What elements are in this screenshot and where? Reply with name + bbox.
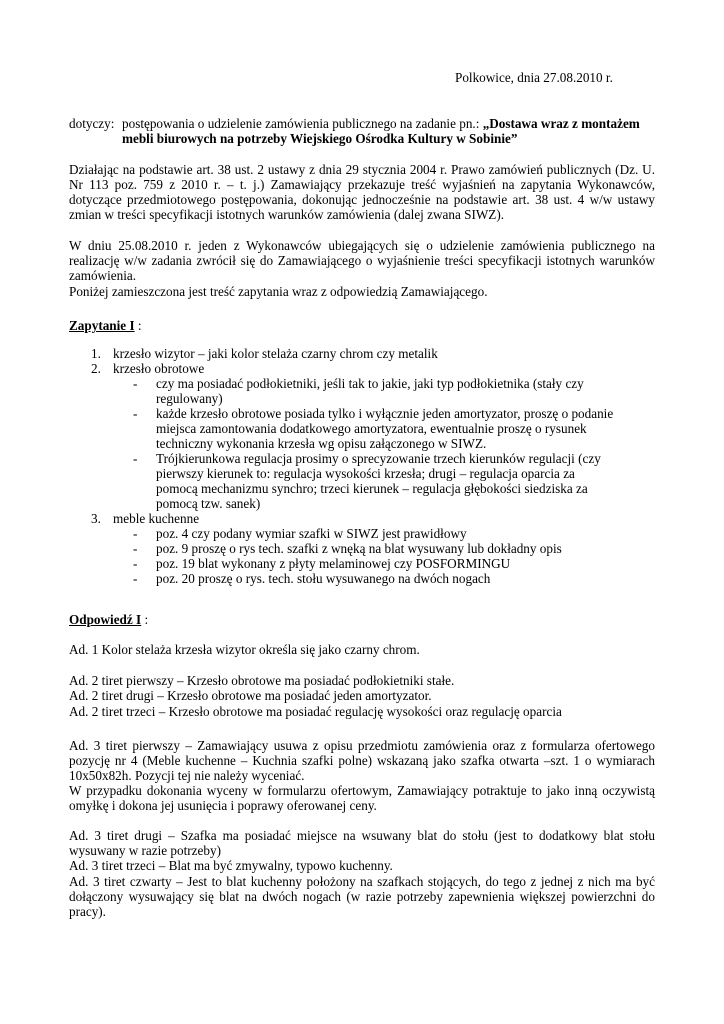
answer-ad3-3: Ad. 3 tiret trzeci – Blat ma być zmywalny, typowo kuchenny. — [69, 858, 393, 873]
question-item-1 — [69, 346, 655, 361]
intro-paragraph-1: Działając na podstawie art. 38 ust. 2 ustawy z dnia 29 stycznia 2004 r. Prawo zamówień publicznych (Dz. U. Nr 113 poz. 759 z 2010 r. – t. j.) Zamawiający przekazuje treść wyjaśnień na zapytania Wykonawców, dotyczące przedmiotowego postępowania, dokonując jednocześnie na podstawie art. 38 ust. 4 w/w ustawy zmian w treści specyfikacji istotnych warunków zamówienia (dalej zwana SIWZ). — [69, 162, 655, 222]
answer-ad1: Ad. 1 Kolor stelaża krzesła wizytor określa się jako czarny chrom. — [69, 642, 420, 657]
intro-paragraph-3: Poniżej zamieszczona jest treść zapytania wraz z odpowiedzią Zamawiającego. — [69, 284, 488, 299]
item-text: meble kuchenne — [113, 511, 200, 526]
regarding-section — [69, 116, 659, 146]
question-heading-line — [69, 318, 655, 333]
regarding-subject: „Dostawa wraz z montażem mebli biurowych na potrzeby Wiejskiego Ośrodka Kultury w Sobinie” — [122, 116, 640, 146]
answer-ad3-4: Ad. 3 tiret czwarty – Jest to blat kuchenny położony na szafkach stojących, do tego z jednej z nich ma być dołączony wysuwający się blat na dwóch nogach (w razie potrzeby zapewnienia większej powierzchni do pracy). — [69, 874, 655, 919]
sub-item: - czy ma posiadać podłokietniki, jeśli tak to jakie, jaki typ podłokietnika (stały czy regulowany) — [133, 376, 584, 406]
answer-heading-suffix: : — [141, 612, 149, 627]
answer-heading: Odpowiedź I — [69, 612, 142, 627]
regarding-intro: postępowania o udzielenie zamówienia publicznego na zadanie pn.: — [122, 116, 483, 131]
regarding-label: dotyczy: — [69, 116, 115, 131]
answer-heading-line — [69, 612, 655, 627]
item-number: 2. — [91, 361, 101, 376]
answer-ad2-3: Ad. 2 tiret trzeci – Krzesło obrotowe ma posiadać regulację wysokości oraz regulację oparcia — [69, 704, 562, 719]
item-number: 1. — [91, 346, 101, 361]
sub-item: - Trójkierunkowa regulacja prosimy o sprecyzowanie trzech kierunków regulacji (czy pierwszy kierunek to: regulacja wysokości krzesła; drugi – regulacja oparcia za pomocą mechanizmu synchro; trzeci kierunek – regulacja głębokości siedziska za pomocą tzw. sanek) — [133, 451, 601, 511]
question-item-3 — [69, 511, 655, 526]
question-heading: Zapytanie I — [69, 318, 135, 333]
sub-item: - poz. 19 blat wykonany z płyty melaminowej czy POSFORMINGU — [133, 556, 511, 571]
question-heading-suffix: : — [134, 318, 142, 333]
regarding-text — [122, 116, 659, 146]
sub-item: - każde krzesło obrotowe posiada tylko i wyłącznie jeden amortyzator, proszę o podanie miejsca zamontowania dodatkowego amortyzatora, ewentualnie proszę o rysunek techniczny wykonania krzesła wg opisu załączonego w SIWZ. — [133, 406, 614, 451]
question-item-2 — [69, 361, 655, 376]
place-date: Polkowice, dnia 27.08.2010 r. — [455, 70, 613, 85]
answer-ad2-1: Ad. 2 tiret pierwszy – Krzesło obrotowe ma posiadać podłokietniki stałe. — [69, 673, 455, 688]
sub-item: - poz. 4 czy podany wymiar szafki w SIWZ jest prawidłowy — [133, 526, 467, 541]
item-text: krzesło obrotowe — [113, 361, 205, 376]
answer-ad2-2: Ad. 2 tiret drugi – Krzesło obrotowe ma posiadać jeden amortyzator. — [69, 688, 432, 703]
answer-ad3-1: Ad. 3 tiret pierwszy – Zamawiający usuwa z opisu przedmiotu zamówienia oraz z formularza ofertowego pozycję nr 4 (Meble kuchenne – Kuchnia szafki polne) wskazaną jako szafka otwarta –szt. 1 o wymiarach 10x50x82h. Pozycji tej nie należy wyceniać. — [69, 738, 655, 783]
item-text: krzesło wizytor – jaki kolor stelaża czarny chrom czy metalik — [113, 346, 438, 361]
answer-ad3-1b: W przypadku dokonania wyceny w formularzu ofertowym, Zamawiający potraktuje to jako inną oczywistą omyłkę i dokona jej usunięcia i poprawy oferowanej ceny. — [69, 783, 655, 813]
answer-ad3-2: Ad. 3 tiret drugi – Szafka ma posiadać miejsce na wsuwany blat do stołu (jest to dodatkowy blat stołu wysuwany w razie potrzeby) — [69, 828, 655, 858]
intro-paragraph-2: W dniu 25.08.2010 r. jeden z Wykonawców ubiegających się o udzielenie zamówienia publicznego na realizację w/w zadania zwrócił się do Zamawiającego o wyjaśnienie treści specyfikacji istotnych warunków zamówienia. — [69, 238, 655, 283]
sub-item: - poz. 9 proszę o rys tech. szafki z wnęką na blat wysuwany lub dokładny opis — [133, 541, 562, 556]
question-list — [69, 346, 655, 586]
item-number: 3. — [91, 511, 101, 526]
sub-item: - poz. 20 proszę o rys. tech. stołu wysuwanego na dwóch nogach — [133, 571, 491, 586]
